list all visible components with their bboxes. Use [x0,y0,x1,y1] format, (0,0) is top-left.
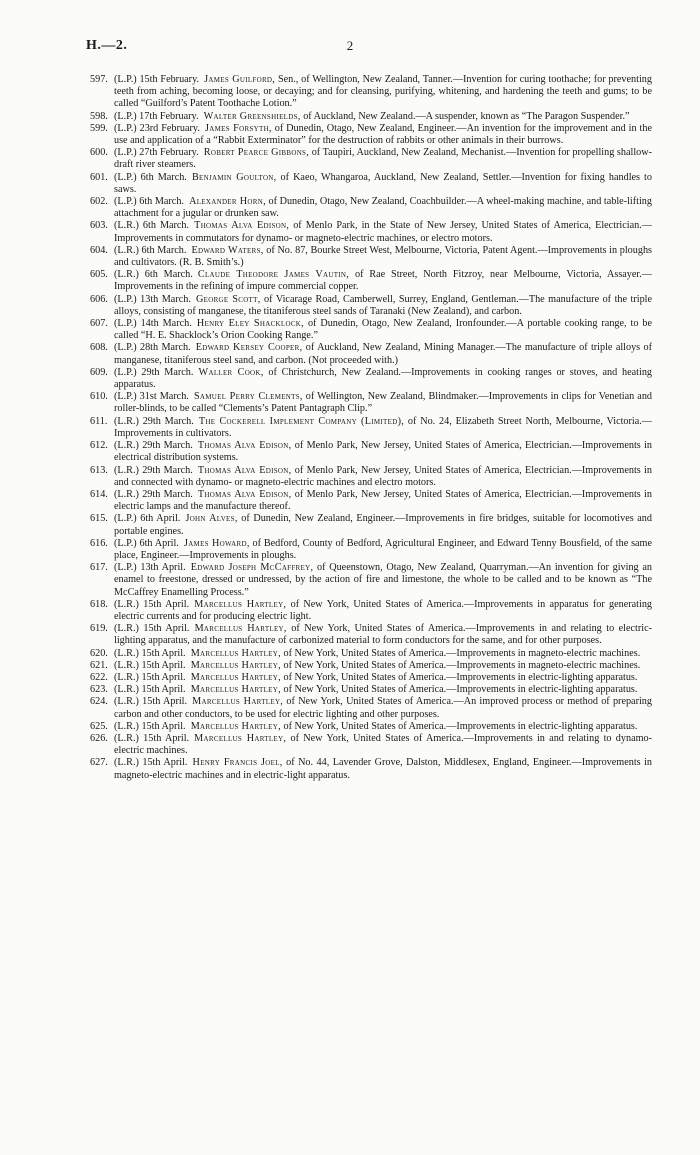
entry-number: 607. [90,318,108,330]
entry-description: of New York, United States of America.—Improvements in and relating to dynamo-electric machines. [114,732,653,757]
entry-body [114,599,652,622]
entry-applicant: James Howard, [183,537,250,549]
entry-date: (L.R.) 15th April. [114,623,190,635]
entry-description: of Menlo Park, in the State of New Jersey, United States of America, Electrician.—Improvements in commutators for dynamo- or magneto-electric machines, or electro motors. [114,220,652,244]
entry-date: (L.R.) 29th March. [114,440,193,452]
entry-body [114,538,652,561]
entry-applicant: Thomas Alva Edison, [197,464,292,476]
entry-number: 615. [90,513,108,525]
patent-entry [92,465,652,489]
entry-description: of New York, United States of America.—Improvements in electric-lighting apparatus. [280,671,638,683]
entry-applicant: Henry Francis Joel, [192,757,283,769]
entry-body [114,74,652,109]
entry-applicant: Thomas Alva Edison, [194,220,290,232]
entry-body [114,391,652,414]
entry-description: of Auckland, New Zealand.—A suspender, known as “The Paragon Suspender.” [300,110,630,122]
entry-description: of New York, United States of America.—Improvements in and relating to electric-lighting apparatus, and the manufacture of carbonized material to form conductors for the same, and for other purposes. [114,623,653,647]
entry-number: 597. [90,74,108,85]
entry-applicant: Marcellus Hartley, [192,696,284,708]
entry-date: (L.P.) 6th March. [114,196,184,208]
entry-date: (L.P.) 6th April. [114,513,181,525]
entry-body [114,416,652,439]
entry-applicant: John Alves, [185,513,238,525]
entry-date: (L.P.) 15th February. [114,74,200,85]
entry-body [114,721,637,732]
entry-number: 616. [90,537,108,549]
entry-date: (L.P.) 14th March. [114,318,192,330]
entry-body [114,294,652,317]
entry-date: (L.R.) 15th April. [114,671,186,683]
entry-body [114,147,652,170]
entry-applicant: James Guilford, [204,74,276,85]
entry-description: of New York, United States of America.—Improvements in electric-lighting apparatus. [280,720,638,732]
entry-body [114,318,652,341]
patent-entry [92,599,652,623]
entry-number: 620. [90,647,108,659]
entry-number: 610. [90,391,108,403]
patent-entry [92,416,652,440]
entry-number: 627. [90,757,108,769]
entry-description: Sen., of Wellington, New Zealand, Tanner.—Invention for curing toothache; for preventing teeth from aching, becoming loose, or decaying; and for cleansing, purifying, whitening, and hardening the teeth and gums; to be called “Guilford’s Patent Toothache Lotion.” [114,74,652,110]
entry-number: 617. [90,562,108,574]
patent-entry [92,696,652,720]
entry-body [114,684,637,695]
patent-entry [92,74,652,111]
entry-body [114,220,652,243]
entry-date: (L.R.) 15th April. [114,659,186,671]
entry-body [114,111,630,122]
entry-date: (L.R.) 15th April. [114,732,190,744]
entry-body [114,245,652,268]
entry-description: of Vicarage Road, Camberwell, Surrey, England, Gentleman.—The manufacture of the triple alloys, consisting of manganese, the titaniferous steel sands of Taranaki (New Zealand), and carbon. [114,293,653,317]
entry-description: of Auckland, New Zealand, Mining Manager.—The manufacture of triple alloys of manganese, titaniferous steel sand, and carbon. (Not proceeded with.) [114,342,652,366]
entry-date: (L.P.) 6th April. [114,537,179,549]
entry-date: (L.R.) 15th April. [114,757,188,769]
patent-entry [92,220,652,244]
entry-date: (L.R.) 29th March. [114,488,193,500]
entry-date: (L.R.) 15th April. [114,598,190,610]
entry-description: of New York, United States of America.—Improvements in magneto-electric machines. [280,659,641,671]
entry-body [114,440,652,463]
entry-number: 605. [90,269,108,281]
patent-entries-list [92,74,652,782]
patent-entry [92,672,652,684]
entry-body [114,196,652,219]
entry-number: 599. [90,122,108,134]
entry-description: of Menlo Park, New Jersey, United States of America, Electrician.—Improvements in electric lamps and the manufacture thereof. [114,488,652,513]
entry-description: of New York, United States of America.—Improvements in apparatus for generating electric currents and for producing electric light. [114,598,653,622]
entry-body [114,672,637,683]
entry-applicant: Marcellus Hartley, [190,647,281,659]
entry-applicant: The Cockerell Implement Company (Limited), [198,415,405,427]
patent-entry [92,111,652,123]
patent-entry [92,684,652,696]
patent-entry [92,440,652,464]
entry-number: 598. [90,110,108,122]
entry-date: (L.P.) 28th March. [114,342,191,354]
patent-entry [92,269,652,293]
entry-description: of New York, United States of America.—An improved process or method of preparing carbon and other conductors, to be used for electric lighting and other purposes. [114,696,652,720]
patent-entry [92,123,652,147]
entry-body [114,733,652,756]
entry-body [114,465,652,488]
entry-applicant: Thomas Alva Edison, [197,440,292,452]
entry-number: 600. [90,147,108,159]
entry-applicant: George Scott, [195,293,261,305]
patent-entry [92,245,652,269]
entry-date: (L.R.) 6th March. [114,269,193,281]
entry-number: 606. [90,293,108,305]
entry-number: 622. [90,671,108,683]
entry-applicant: James Forsyth, [204,122,272,134]
entry-applicant: Marcellus Hartley, [194,598,287,610]
patent-entry [92,391,652,415]
patent-entry [92,660,652,672]
entry-date: (L.P.) 31st March. [114,391,189,403]
patent-entry [92,562,652,599]
entry-applicant: Marcellus Hartley, [194,623,287,635]
entry-body [114,648,640,659]
entry-applicant: Waller Cook, [198,366,264,378]
patent-entry [92,757,652,781]
entry-body [114,172,652,195]
entry-description: of Dunedin, Otago, New Zealand, Coachbuilder.—A wheel-making machine, and table-lifting attachment for a jugular or drunken saw. [114,196,652,220]
entry-date: (L.P.) 13th March. [114,293,191,305]
entry-number: 618. [90,598,108,610]
entry-applicant: Henry Eley Shacklock, [196,318,304,330]
entry-body [114,123,652,146]
patent-entry [92,318,652,342]
entry-body [114,623,652,646]
entry-description: of Wellington, New Zealand, Blindmaker.—Improvements in clips for Venetian and roller-blinds, to be called “Clements’s Patent Pantagraph Clip.” [114,391,653,415]
entry-applicant: Edward Kersey Cooper, [195,342,303,354]
patent-entry [92,196,652,220]
entry-number: 626. [90,732,108,744]
entry-body [114,757,652,780]
entry-number: 614. [90,488,108,500]
patent-entry [92,538,652,562]
entry-date: (L.R.) 29th March. [114,464,193,476]
entry-applicant: Walter Greenshields, [203,110,301,122]
patent-entry [92,367,652,391]
patent-entry [92,489,652,513]
entry-number: 604. [90,244,108,256]
entry-date: (L.P.) 23rd February. [114,122,200,134]
entry-number: 609. [90,366,108,378]
entry-description: of Dunedin, New Zealand, Engineer.—Improvements in fire bridges, suitable for locomotives and portable engines. [114,513,652,537]
patent-entry [92,147,652,171]
entry-number: 611. [90,415,108,427]
entry-applicant: Marcellus Hartley, [194,732,287,744]
entry-description: of Dunedin, Otago, New Zealand, Ironfounder.—A portable cooking range, to be called “H. E. Shacklock’s Orion Cooking Range.” [114,318,652,342]
entry-date: (L.P.) 29th March. [114,366,194,378]
entry-description: of Christchurch, New Zealand.—Improvements in cooking ranges or stoves, and heating apparatus. [114,366,653,391]
entry-applicant: Marcellus Hartley, [190,671,281,683]
entry-description: of No. 44, Lavender Grove, Dalston, Middlesex, England, Engineer.—Improvements in magneto-electric machines and in electric-light apparatus. [114,757,652,781]
patent-entry [92,648,652,660]
entry-description: of Bedford, County of Bedford, Agricultural Engineer, and Edward Tenny Bousfield, of the same place, Engineer.—Improvements in ploughs. [114,537,652,561]
entry-number: 601. [90,171,108,183]
entry-applicant: Claude Theodore James Vautin, [197,269,350,281]
entry-number: 602. [90,196,108,208]
entry-description: of No. 87, Bourke Street West, Melbourne, Victoria, Patent Agent.—Improvements in ploughs and cultivators. (R. B. Smith’s.) [114,244,653,269]
entry-number: 621. [90,659,108,671]
entry-body [114,367,652,390]
entry-body [114,562,652,597]
entry-number: 624. [90,696,108,708]
patent-entry [92,342,652,366]
entry-applicant: Samuel Perry Clements, [193,391,303,403]
entry-applicant: Edward Waters, [191,244,264,256]
entry-number: 623. [90,684,108,696]
entry-description: of Menlo Park, New Jersey, United States of America, Electrician.—Improvements in and connected with dynamo- or magneto-electric machines and electro motors. [114,464,652,488]
entry-date: (L.P.) 27th February. [114,147,199,159]
patent-entry [92,623,652,647]
entry-applicant: Marcellus Hartley, [190,684,281,696]
entry-date: (L.P.) 17th February. [114,110,199,122]
entry-number: 608. [90,342,108,354]
entry-applicant: Robert Pearce Gibbons, [203,147,310,159]
entry-date: (L.R.) 15th April. [114,720,186,732]
entry-description: of Taupiri, Auckland, New Zealand, Mechanist.—Invention for propelling shallow-draft river steamers. [114,147,652,171]
entry-description: of New York, United States of America.—Improvements in magneto-electric machines. [280,647,641,659]
entry-applicant: Marcellus Hartley, [190,720,281,732]
entry-applicant: Marcellus Hartley, [190,659,281,671]
entry-body [114,696,652,719]
entry-date: (L.P.) 13th April. [114,562,186,574]
entry-body [114,342,652,365]
entry-body [114,513,652,536]
entry-date: (L.R.) 6th March. [114,220,190,232]
patent-entry [92,733,652,757]
patent-entry [92,721,652,733]
entry-number: 625. [90,720,108,732]
entry-body [114,489,652,512]
entry-applicant: Edward Joseph McCaffrey, [190,562,314,574]
entry-description: of No. 24, Elizabeth Street North, Melbourne, Victoria.—Improvements in cultivators. [114,415,652,439]
patent-entry [92,172,652,196]
entry-date: (L.R.) 15th April. [114,647,186,659]
entry-date: (L.R.) 6th March. [114,244,187,256]
page-number: 2 [346,38,354,53]
entry-number: 612. [90,440,108,452]
entry-body [114,660,640,671]
entry-number: 613. [90,464,108,476]
entry-description: of Menlo Park, New Jersey, United States of America, Electrician.—Improvements in electrical distribution systems. [114,440,652,464]
entry-number: 603. [90,220,108,232]
entry-date: (L.P.) 6th March. [114,171,187,183]
section-header: H.—2. [86,38,128,53]
entry-description: of Queenstown, Otago, New Zealand, Quarryman.—An invention for giving an enamel to freestone, dressed or undressed, by the action of fire and limestone, the whole to be called and to be known as “The McCaffrey Enamelling Process.” [114,562,652,598]
entry-date: (L.R.) 15th April. [114,684,186,696]
patent-entry [92,513,652,537]
entry-applicant: Alexander Horn, [189,196,266,208]
entry-description: of Kaeo, Whangaroa, Auckland, New Zealand, Settler.—Invention for fixing handles to saws. [114,171,652,195]
entry-description: of Rae Street, North Fitzroy, near Melbourne, Victoria, Assayer.—Improvements in the refining of impure commercial copper. [114,269,652,293]
entry-body [114,269,652,292]
entry-date: (L.R.) 15th April. [114,696,188,708]
entry-date: (L.R.) 29th March. [114,415,194,427]
entry-number: 619. [90,623,108,635]
entry-description: of Dunedin, Otago, New Zealand, Engineer.—An invention for the improvement and in the use and application of a “Rabbit Exterminator” for the destruction of rabbits or other animals in their burrows. [114,122,652,147]
entry-description: of New York, United States of America.—Improvements in electric-lighting apparatus. [280,684,638,696]
entry-applicant: Thomas Alva Edison, [197,488,292,500]
entry-applicant: Benjamin Goulton, [191,171,277,183]
patent-entry [92,294,652,318]
